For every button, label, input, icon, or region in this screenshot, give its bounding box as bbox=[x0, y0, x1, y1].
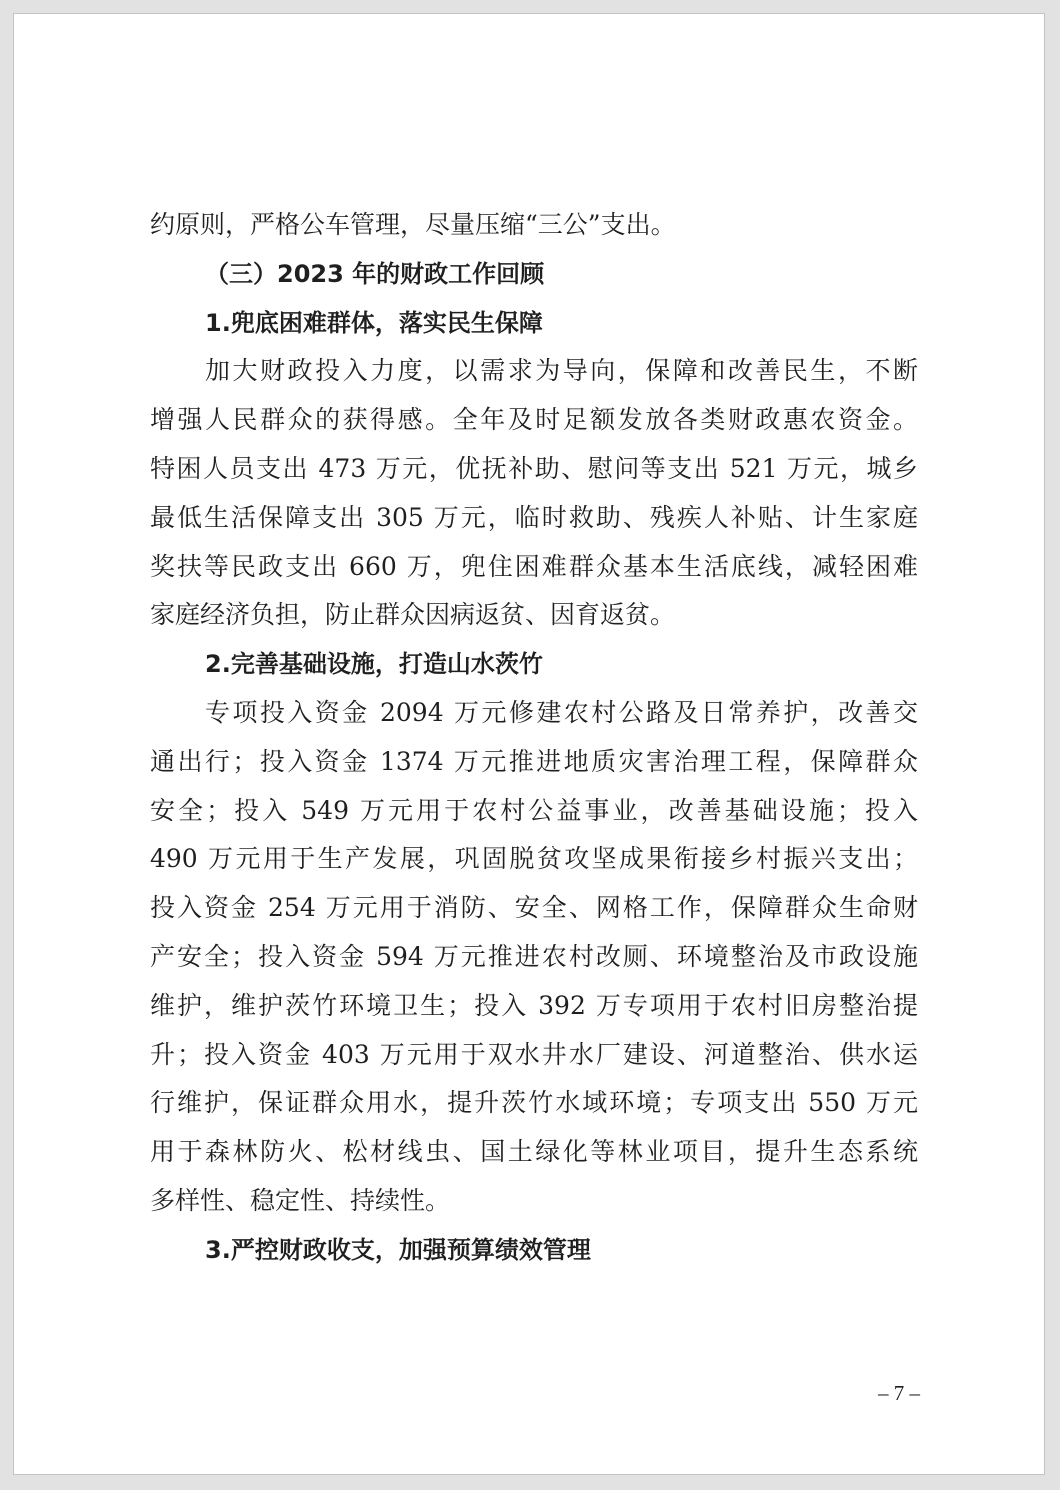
subsection-heading-3: 3.严控财政收支，加强预算绩效管理 bbox=[205, 1235, 591, 1264]
paragraph-line: 专项投入资金 2094 万元修建农村公路及日常养护，改善交 bbox=[205, 697, 918, 727]
paragraph-line: 通出行；投入资金 1374 万元推进地质灾害治理工程，保障群众 bbox=[150, 746, 918, 776]
page-number: – 7 – bbox=[878, 1381, 920, 1405]
paragraph-line: 行维护，保证群众用水，提升茨竹水域环境；专项支出 550 万元 bbox=[150, 1088, 918, 1118]
paragraph-line: 增强人民群众的获得感。全年及时足额发放各类财政惠农资金。 bbox=[150, 405, 918, 435]
section-heading: （三）2023 年的财政工作回顾 bbox=[205, 259, 545, 288]
subsection-heading-2: 2.完善基础设施，打造山水茨竹 bbox=[205, 650, 543, 679]
paragraph-line: 产安全；投入资金 594 万元推进农村改厕、环境整治及市政设施 bbox=[150, 941, 918, 971]
subsection-heading-1: 1.兜底困难群体，落实民生保障 bbox=[205, 308, 543, 337]
paragraph-line: 加大财政投入力度，以需求为导向，保障和改善民生，不断 bbox=[205, 356, 918, 386]
paragraph-line: 安全；投入 549 万元用于农村公益事业，改善基础设施；投入 bbox=[150, 795, 918, 825]
paragraph-line: 投入资金 254 万元用于消防、安全、网格工作，保障群众生命财 bbox=[150, 893, 918, 923]
paragraph-line: 奖扶等民政支出 660 万，兜住困难群众基本生活底线，减轻困难 bbox=[150, 551, 918, 581]
paragraph-line: 维护，维护茨竹环境卫生；投入 392 万专项用于农村旧房整治提 bbox=[150, 990, 918, 1020]
paragraph-line: 490 万元用于生产发展，巩固脱贫攻坚成果衔接乡村振兴支出； bbox=[150, 844, 918, 874]
paragraph-line: 特困人员支出 473 万元，优抚补助、慰问等支出 521 万元，城乡 bbox=[150, 453, 918, 483]
document-body bbox=[150, 201, 918, 1275]
paragraph-line: 多样性、稳定性、持续性。 bbox=[150, 1185, 451, 1215]
paragraph-line: 最低生活保障支出 305 万元，临时救助、残疾人补贴、计生家庭 bbox=[150, 502, 918, 532]
paragraph-line: 升；投入资金 403 万元用于双水井水厂建设、河道整治、供水运 bbox=[150, 1039, 918, 1069]
paragraph-line: 家庭经济负担，防止群众因病返贫、因育返贫。 bbox=[150, 600, 676, 630]
carryover-line: 约原则，严格公车管理，尽量压缩“三公”支出。 bbox=[150, 210, 676, 239]
paragraph-line: 用于森林防火、松材线虫、国土绿化等林业项目，提升生态系统 bbox=[150, 1137, 918, 1167]
